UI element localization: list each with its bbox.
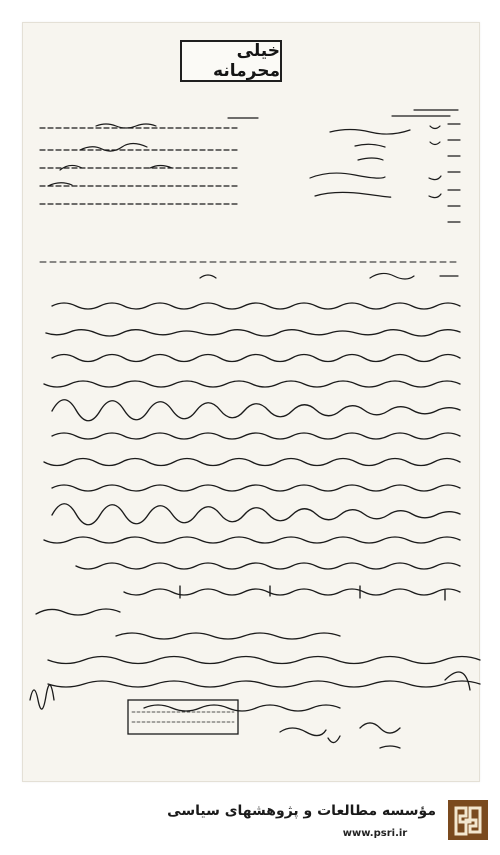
form-header-right <box>310 110 460 222</box>
registry-stamp-box <box>128 700 238 734</box>
signature-notes <box>30 609 480 711</box>
handwritten-paragraph <box>44 303 460 600</box>
subject-line <box>200 273 458 279</box>
form-header-left <box>40 118 258 204</box>
organization-name: مؤسسه مطالعات و پژوهشهای سیاسی <box>167 803 436 819</box>
classification-stamp-text: خیلی محرمانه <box>213 41 280 81</box>
bottom-signature <box>280 723 400 748</box>
website-url[interactable]: www.psri.ir <box>342 828 408 839</box>
psri-knot-logo-icon <box>448 800 488 840</box>
